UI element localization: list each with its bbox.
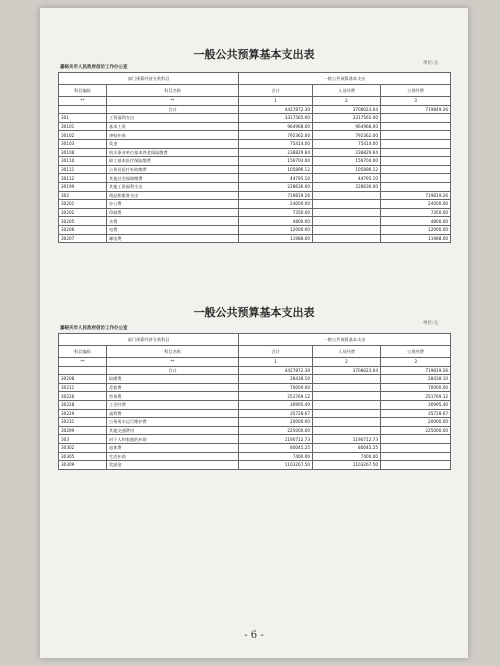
name-cell: 工资福利支出 [107, 114, 239, 123]
col-personnel-header: 人员经费 [313, 85, 381, 97]
personnel-cell: 792362.00 [313, 131, 381, 140]
name-cell: 合计 [107, 366, 239, 375]
personnel-cell [313, 400, 381, 409]
total-cell: 228636.00 [239, 182, 313, 191]
code-cell: 30202 [59, 208, 107, 217]
table-row [59, 418, 451, 427]
index-cell: 2 [313, 97, 381, 106]
total-cell: 719819.26 [239, 191, 313, 200]
unit-label-1: 单位:元 [422, 61, 438, 66]
table-row [59, 383, 451, 392]
total-cell: 4800.00 [239, 217, 313, 226]
public-cell [381, 452, 451, 461]
table-row [59, 461, 451, 470]
public-cell: 30995.40 [381, 400, 451, 409]
code-cell: 30111 [59, 165, 107, 174]
code-cell: 30309 [59, 461, 107, 470]
total-cell: 7400.00 [239, 452, 313, 461]
total-cell: 30995.40 [239, 400, 313, 409]
code-cell: 30103 [59, 139, 107, 148]
name-cell: 商品和服务支出 [107, 191, 239, 200]
personnel-cell: 80045.25 [313, 443, 381, 452]
index-cell: 1 [239, 97, 313, 106]
public-cell [381, 131, 451, 140]
index-row [59, 358, 451, 367]
table-row [59, 426, 451, 435]
total-cell: 80045.25 [239, 443, 313, 452]
total-cell: 28438.10 [239, 375, 313, 384]
org-name-2: 嘉峪关市人民政府信访工作办公室 [60, 326, 128, 331]
table-row [59, 452, 451, 461]
table-row [59, 165, 451, 174]
public-cell [381, 165, 451, 174]
name-cell: 其他社会保障缴费 [107, 174, 239, 183]
public-cell [381, 157, 451, 166]
index-cell: ** [107, 358, 239, 367]
name-cell: 福利费 [107, 409, 239, 418]
personnel-cell: 1190712.73 [313, 435, 381, 444]
code-cell: 303 [59, 435, 107, 444]
personnel-cell: 3317565.00 [313, 114, 381, 123]
personnel-cell [313, 200, 381, 209]
code-cell: 30208 [59, 375, 107, 384]
table-header-row [59, 85, 451, 97]
public-cell [381, 443, 451, 452]
personnel-cell: 156704.00 [313, 157, 381, 166]
name-cell: 职工基本医疗保险缴费 [107, 157, 239, 166]
table-row [59, 200, 451, 209]
document-page [40, 8, 468, 658]
total-group-header: 一般公共预算基本支出 [239, 334, 451, 346]
name-cell: 印刷费 [107, 208, 239, 217]
name-cell: 公务用车运行维护费 [107, 418, 239, 427]
public-cell: 719849.26 [381, 105, 451, 114]
name-cell: 合计 [107, 105, 239, 114]
total-cell: 225000.00 [239, 426, 313, 435]
name-cell: 邮电费 [107, 234, 239, 243]
total-cell: 7350.00 [239, 208, 313, 217]
col-code-header: 科目编码 [59, 85, 107, 97]
code-cell: 30228 [59, 400, 107, 409]
personnel-cell [313, 409, 381, 418]
table-row [59, 114, 451, 123]
code-cell: 302 [59, 191, 107, 200]
public-cell: 7350.00 [381, 208, 451, 217]
table-row [59, 409, 451, 418]
col-name-header: 科目名称 [107, 346, 239, 358]
public-cell: 11988.00 [381, 234, 451, 243]
table-row [59, 208, 451, 217]
name-cell: 办公费 [107, 200, 239, 209]
code-cell: 30211 [59, 383, 107, 392]
personnel-cell: 7400.00 [313, 452, 381, 461]
name-cell: 生活补助 [107, 452, 239, 461]
table-row [59, 392, 451, 401]
public-cell: 719819.26 [381, 191, 451, 200]
name-cell: 其他工资福利支出 [107, 182, 239, 191]
code-cell: 30102 [59, 131, 107, 140]
total-cell: 3317565.00 [239, 114, 313, 123]
personnel-cell: 75414.00 [313, 139, 381, 148]
page-number: - 6 - [244, 630, 264, 641]
table-title-2: 一般公共预算基本支出表 [193, 306, 315, 319]
code-cell: 30299 [59, 426, 107, 435]
public-cell [381, 461, 451, 470]
public-cell: 28438.10 [381, 375, 451, 384]
name-cell: 公务员医疗补助缴费 [107, 165, 239, 174]
name-cell: 差旅费 [107, 383, 239, 392]
code-cell: 30199 [59, 182, 107, 191]
table-row [59, 217, 451, 226]
personnel-cell: 964968.00 [313, 122, 381, 131]
public-cell [381, 182, 451, 191]
class-group-header: 部门预算经济分类科目 [59, 334, 239, 346]
table-row [59, 375, 451, 384]
code-cell: 30226 [59, 392, 107, 401]
name-cell: 退休费 [107, 443, 239, 452]
public-cell: 4800.00 [381, 217, 451, 226]
personnel-cell [313, 208, 381, 217]
name-cell: 奖励金 [107, 461, 239, 470]
code-cell [59, 105, 107, 114]
table-title-1: 一般公共预算基本支出表 [193, 48, 315, 61]
personnel-cell: 3708023.04 [313, 366, 381, 375]
name-cell: 对个人和家庭的补助 [107, 435, 239, 444]
table-row [59, 182, 451, 191]
public-cell: 719819.26 [381, 366, 451, 375]
public-cell: 35728.67 [381, 409, 451, 418]
index-cell: 2 [313, 358, 381, 367]
personnel-cell: 238829.64 [313, 148, 381, 157]
code-cell: 30302 [59, 443, 107, 452]
total-cell: 964968.00 [239, 122, 313, 131]
personnel-cell: 3708023.04 [313, 105, 381, 114]
total-cell: 105896.12 [239, 165, 313, 174]
total-cell: 35728.67 [239, 409, 313, 418]
class-group-header: 部门预算经济分类科目 [59, 73, 239, 85]
org-name-1: 嘉峪关市人民政府信访工作办公室 [60, 65, 128, 70]
code-cell: 30206 [59, 225, 107, 234]
code-cell: 30112 [59, 174, 107, 183]
col-name-header: 科目名称 [107, 85, 239, 97]
col-code-header: 科目编码 [59, 346, 107, 358]
total-cell: 1190712.73 [239, 435, 313, 444]
public-cell [381, 139, 451, 148]
name-cell: 取暖费 [107, 375, 239, 384]
total-cell: 1103267.50 [239, 461, 313, 470]
table-row [59, 105, 451, 114]
code-cell: 30207 [59, 234, 107, 243]
code-cell [59, 366, 107, 375]
index-cell: 3 [381, 97, 451, 106]
total-cell: 12000.00 [239, 225, 313, 234]
code-cell: 30201 [59, 200, 107, 209]
total-cell: 11988.00 [239, 234, 313, 243]
name-cell: 津贴补贴 [107, 131, 239, 140]
personnel-cell: 228636.00 [313, 182, 381, 191]
personnel-cell: 44795.10 [313, 174, 381, 183]
budget-table-2 [58, 333, 451, 470]
total-cell: 44795.10 [239, 174, 313, 183]
table-row [59, 191, 451, 200]
code-cell: 301 [59, 114, 107, 123]
total-cell: 4427872.30 [239, 105, 313, 114]
code-cell: 30231 [59, 418, 107, 427]
table-row [59, 443, 451, 452]
public-cell [381, 174, 451, 183]
personnel-cell [313, 375, 381, 384]
budget-table-1 [58, 72, 451, 243]
table-row [59, 400, 451, 409]
table-row [59, 174, 451, 183]
code-cell: 30101 [59, 122, 107, 131]
public-cell: 251769.12 [381, 392, 451, 401]
table-header-row [59, 346, 451, 358]
table-row [59, 157, 451, 166]
name-cell: 工会经费 [107, 400, 239, 409]
personnel-cell [313, 225, 381, 234]
code-cell: 30108 [59, 148, 107, 157]
total-cell: 24000.00 [239, 200, 313, 209]
public-cell [381, 122, 451, 131]
public-cell [381, 435, 451, 444]
table-row [59, 122, 451, 131]
personnel-cell: 1103267.50 [313, 461, 381, 470]
code-cell: 30205 [59, 217, 107, 226]
code-cell: 30305 [59, 452, 107, 461]
table-row [59, 148, 451, 157]
index-cell: ** [59, 358, 107, 367]
total-cell: 238829.64 [239, 148, 313, 157]
table-header-row [59, 73, 451, 85]
personnel-cell [313, 383, 381, 392]
total-cell: 4427872.30 [239, 366, 313, 375]
public-cell: 12000.00 [381, 225, 451, 234]
code-cell: 30110 [59, 157, 107, 166]
index-cell: ** [59, 97, 107, 106]
public-cell: 70000.00 [381, 383, 451, 392]
name-cell: 水费 [107, 217, 239, 226]
table-row [59, 366, 451, 375]
public-cell: 225000.00 [381, 426, 451, 435]
public-cell: 20000.00 [381, 418, 451, 427]
col-personnel-header: 人员经费 [313, 346, 381, 358]
personnel-cell [313, 217, 381, 226]
name-cell: 劳务费 [107, 392, 239, 401]
total-cell: 251769.12 [239, 392, 313, 401]
name-cell: 奖金 [107, 139, 239, 148]
index-cell: ** [107, 97, 239, 106]
personnel-cell [313, 392, 381, 401]
table-row [59, 234, 451, 243]
personnel-cell [313, 234, 381, 243]
col-total-header: 合计 [239, 85, 313, 97]
total-cell: 792362.00 [239, 131, 313, 140]
public-cell: 24000.00 [381, 200, 451, 209]
personnel-cell [313, 426, 381, 435]
name-cell: 其他交通费用 [107, 426, 239, 435]
public-cell [381, 114, 451, 123]
name-cell: 机关事业单位基本养老保险缴费 [107, 148, 239, 157]
index-row [59, 97, 451, 106]
table-row [59, 131, 451, 140]
col-public-header: 公用经费 [381, 346, 451, 358]
table-row [59, 225, 451, 234]
code-cell: 30229 [59, 409, 107, 418]
index-cell: 1 [239, 358, 313, 367]
table-row [59, 139, 451, 148]
public-cell [381, 148, 451, 157]
total-cell: 70000.00 [239, 383, 313, 392]
name-cell: 基本工资 [107, 122, 239, 131]
personnel-cell [313, 191, 381, 200]
total-cell: 20000.00 [239, 418, 313, 427]
col-total-header: 合计 [239, 346, 313, 358]
total-cell: 75414.00 [239, 139, 313, 148]
personnel-cell: 105896.12 [313, 165, 381, 174]
total-group-header: 一般公共预算基本支出 [239, 73, 451, 85]
total-cell: 156704.00 [239, 157, 313, 166]
unit-label-2: 单位:元 [422, 321, 438, 326]
col-public-header: 公用经费 [381, 85, 451, 97]
name-cell: 电费 [107, 225, 239, 234]
index-cell: 3 [381, 358, 451, 367]
personnel-cell [313, 418, 381, 427]
table-row [59, 435, 451, 444]
table-header-row [59, 334, 451, 346]
